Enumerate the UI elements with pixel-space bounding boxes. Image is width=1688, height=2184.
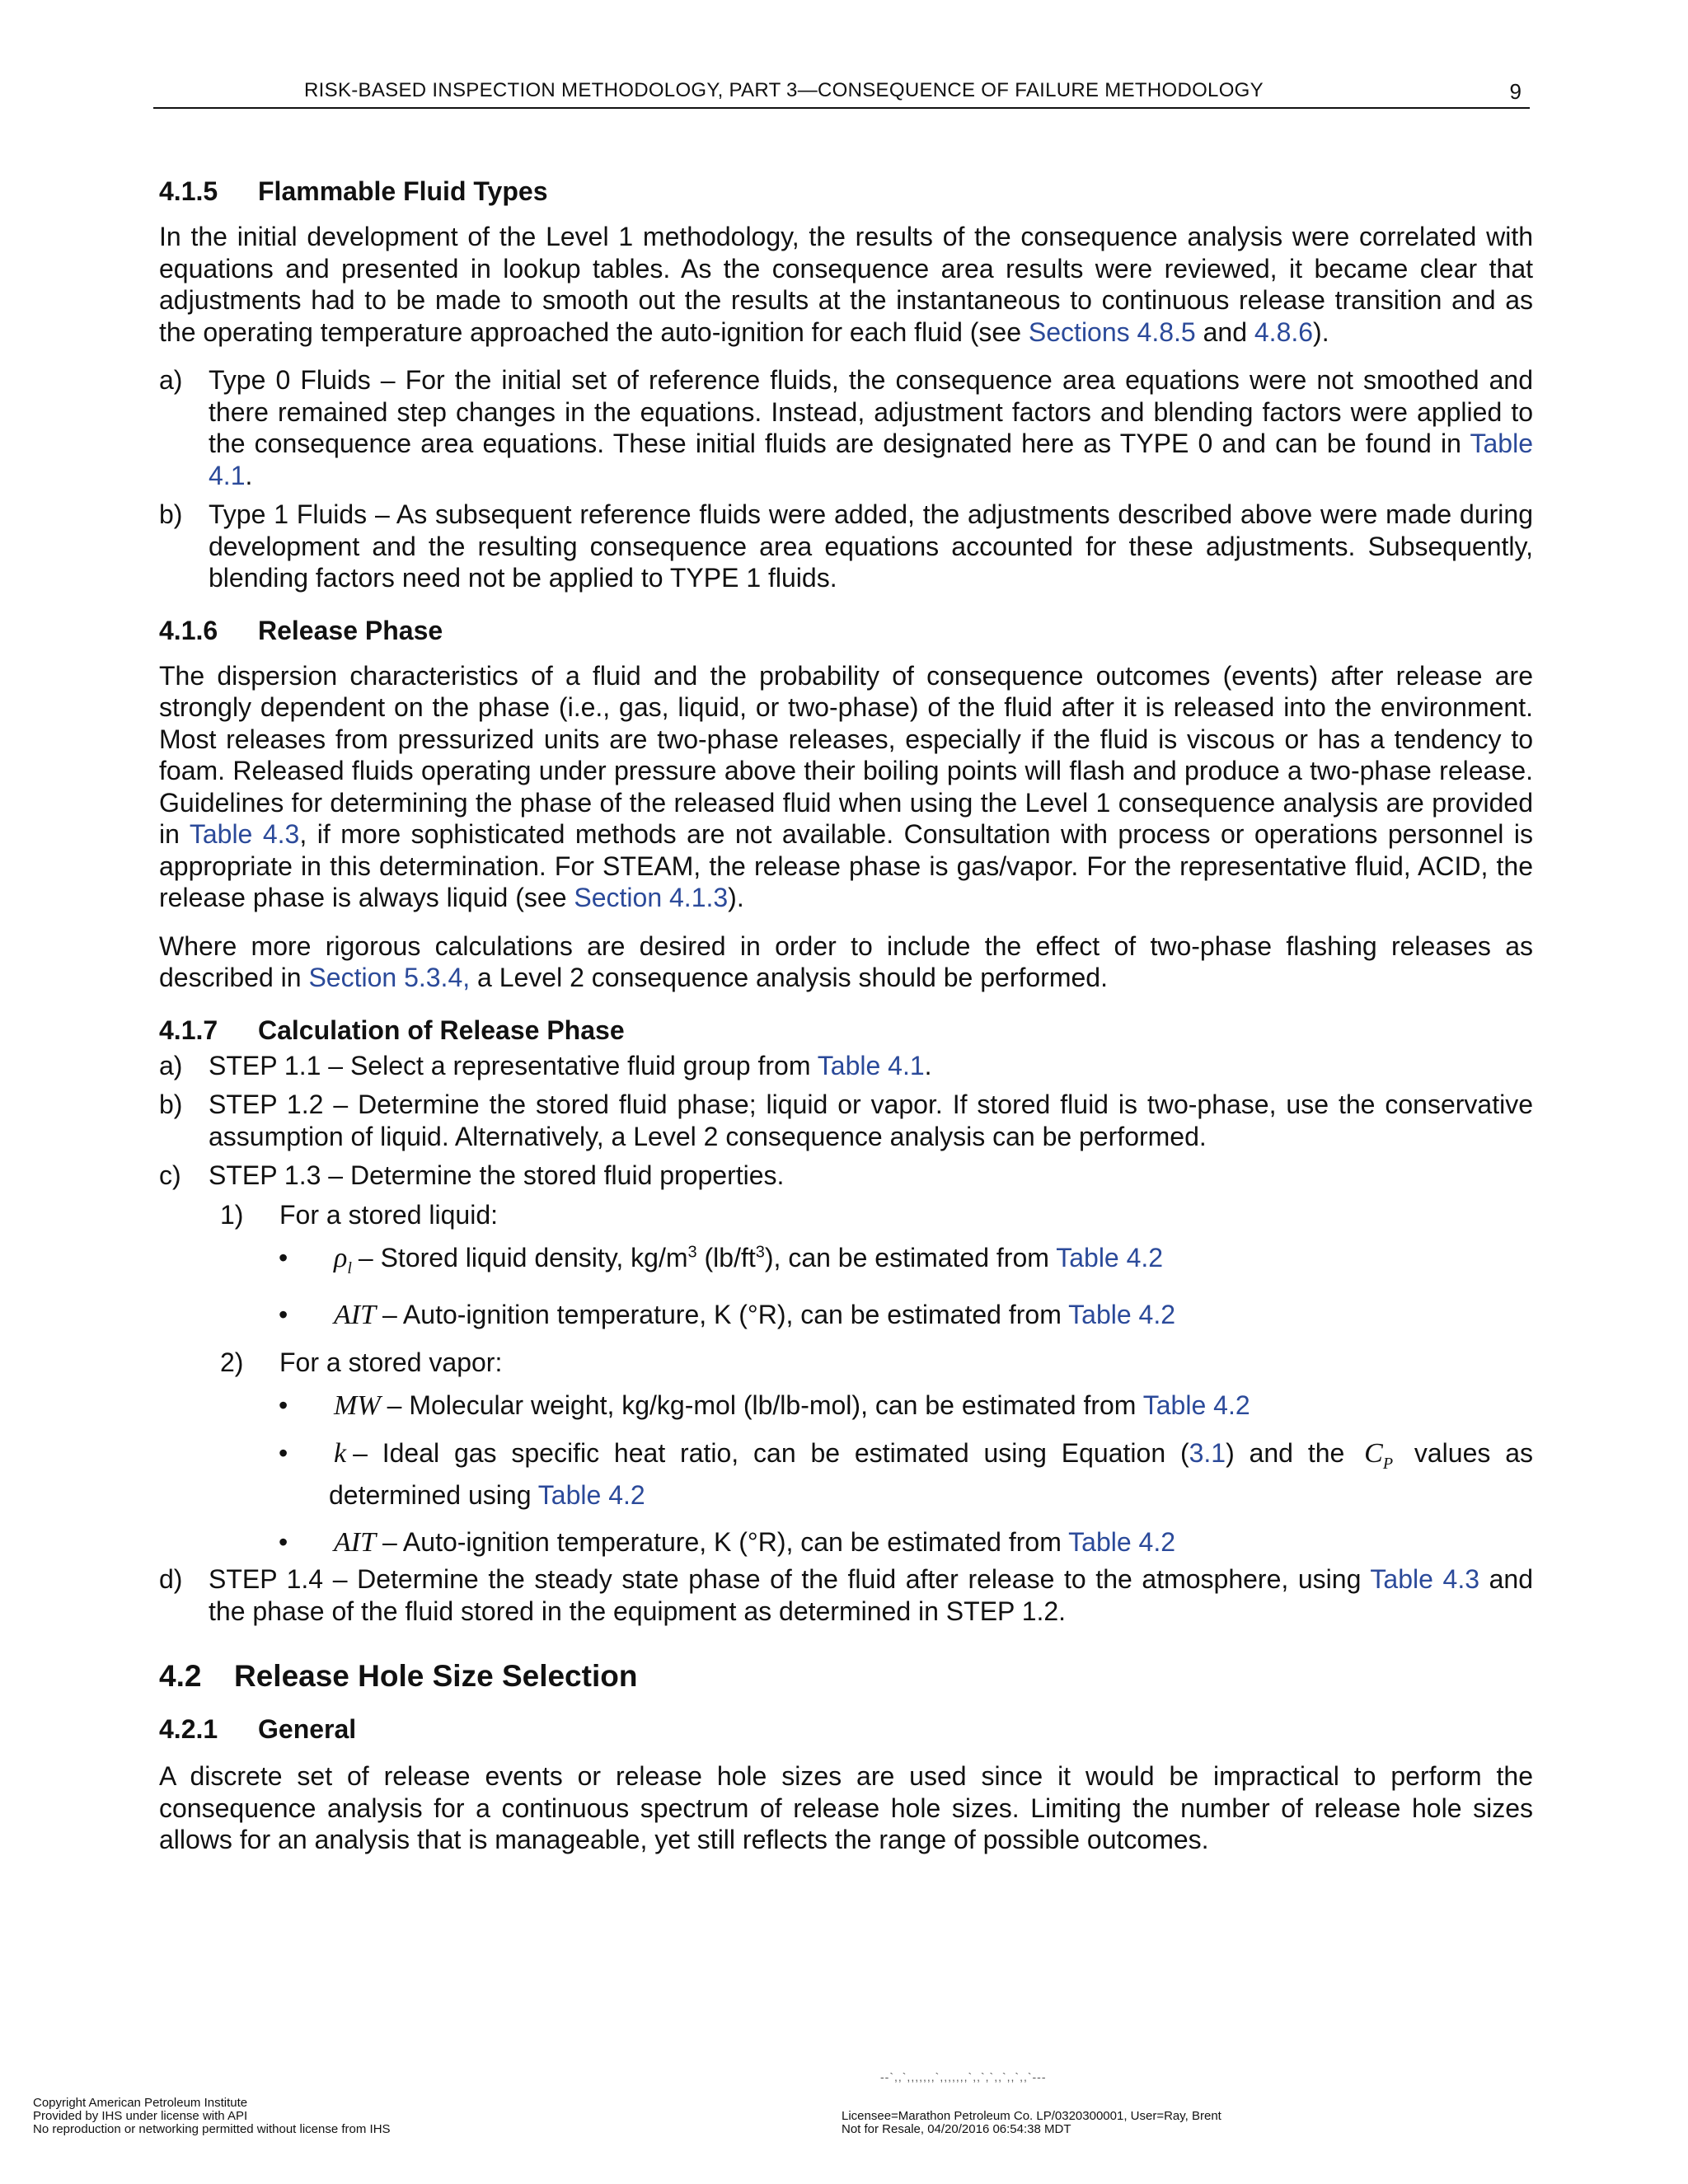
footer-line: Licensee=Marathon Petroleum Co. LP/0320300001, User=Ray, Brent — [842, 2109, 1221, 2123]
heading-title: Calculation of Release Phase — [258, 1015, 625, 1045]
heading-title: Flammable Fluid Types — [258, 176, 548, 206]
header-title: RISK-BASED INSPECTION METHODOLOGY, PART 3—CONSEQUENCE OF FAILURE METHODOLOGY — [304, 79, 1264, 101]
math-mw: MW — [334, 1390, 381, 1422]
bullet-marker: • — [279, 1300, 288, 1330]
paragraph-rigorous-calculations — [159, 930, 1533, 994]
text: , if more sophisticated methods are not available. Consultation with process or operations personnel is appropriate in this determination. For STEAM, the release phase is gas/vapor. For the representative fluid, ACID, the release phase is always liquid (see — [159, 819, 1534, 912]
math-cp — [1364, 1437, 1394, 1473]
link-table-4-3[interactable]: Table 4.3 — [189, 819, 300, 849]
link-sections-4-8-5[interactable]: Sections 4.8.5 — [1028, 316, 1196, 347]
link-equation-3-1[interactable]: 3.1 — [1189, 1437, 1226, 1468]
bullet-molecular-weight — [159, 1390, 1533, 1422]
math-subscript: P — [1382, 1454, 1394, 1473]
superscript: 3 — [755, 1243, 765, 1262]
footer-license — [842, 2110, 1221, 2136]
heading-4-1-6 — [159, 614, 1533, 647]
math-ait: AIT — [334, 1526, 376, 1558]
text: (lb/ft — [696, 1243, 756, 1272]
list-item-step-1-2 — [159, 1089, 1533, 1152]
text: ). — [1313, 316, 1329, 347]
text: . — [924, 1050, 932, 1080]
heading-title: Release Phase — [258, 615, 443, 645]
bullet-marker: • — [279, 1390, 288, 1421]
text: Type 0 Fluids – For the initial set of reference fluids, the consequence area equations were not smoothed and there remained step changes in the equations. Instead, adjustment factors and blending factors were applied to the consequence area equations. These initial fluids are designated here as TYPE 0 and can be found in — [209, 365, 1533, 458]
link-table-4-2[interactable]: Table 4.2 — [1056, 1243, 1164, 1272]
bullet-specific-heat-ratio — [159, 1437, 1533, 1511]
footer-line: Not for Resale, 04/20/2016 06:54:38 MDT — [842, 2122, 1071, 2136]
text: – Molecular weight, kg/kg-mol (lb/lb-mol), can be estimated from — [387, 1390, 1143, 1421]
sublist-stored-vapor — [159, 1347, 1533, 1379]
bullet-marker: • — [279, 1437, 288, 1468]
footer-line: Copyright American Petroleum Institute — [33, 2096, 248, 2110]
list-label: d) — [159, 1564, 183, 1595]
heading-number: 4.2.1 — [159, 1714, 218, 1745]
text: STEP 1.4 – Determine the steady state phase of the fluid after release to the atmosphere, using — [209, 1564, 1371, 1595]
link-table-4-1[interactable]: Table 4.1 — [817, 1050, 925, 1080]
link-table-4-2[interactable]: Table 4.2 — [537, 1480, 645, 1511]
text: Where more rigorous calculations are desired in order to include the effect of two-phase flashing releases as described in — [159, 930, 1533, 992]
list-item-step-1-3 — [159, 1160, 1533, 1192]
paragraph-release-phase — [159, 660, 1533, 914]
list-item-type-1 — [159, 499, 1533, 594]
text: STEP 1.3 – Determine the stored fluid properties. — [209, 1160, 785, 1190]
text: STEP 1.2 – Determine the stored fluid phase; liquid or vapor. If stored fluid is two-phase, use the conservative assumption of liquid. Alternatively, a Level 2 consequence analysis can be performed. — [209, 1090, 1533, 1151]
sublist-stored-liquid — [159, 1199, 1533, 1231]
text: ) and the — [1226, 1437, 1360, 1468]
list-item-type-0 — [159, 364, 1533, 491]
footer-line: Provided by IHS under license with API — [33, 2109, 248, 2123]
math-subscript: l — [347, 1258, 352, 1277]
list-item-step-1-1 — [159, 1050, 1533, 1082]
heading-title: General — [258, 1714, 357, 1745]
text: a Level 2 consequence analysis should be performed. — [470, 963, 1108, 992]
text: – Stored liquid density, kg/m — [358, 1243, 688, 1272]
bullet-marker: • — [279, 1243, 288, 1272]
link-table-4-2[interactable]: Table 4.2 — [1068, 1300, 1176, 1330]
list-item-step-1-4 — [159, 1563, 1533, 1627]
heading-4-2 — [159, 1658, 1533, 1694]
main-content — [159, 175, 1533, 1872]
list-label: b) — [159, 499, 183, 529]
superscript: 3 — [687, 1243, 697, 1262]
footer-line: No reproduction or networking permitted without license from IHS — [33, 2122, 391, 2136]
text: STEP 1.1 – Select a representative fluid group from — [209, 1050, 818, 1080]
heading-number: 4.2 — [159, 1659, 202, 1694]
text: and — [1195, 316, 1254, 347]
heading-4-1-7 — [159, 1014, 1533, 1047]
text: and the phase of the fluid stored in the equipment as determined in STEP 1.2. — [209, 1564, 1533, 1626]
bullet-auto-ignition-vapor — [159, 1526, 1533, 1559]
list-label: 2) — [220, 1347, 244, 1377]
text: – Ideal gas specific heat ratio, can be estimated using Equation ( — [353, 1437, 1189, 1468]
link-table-4-3[interactable]: Table 4.3 — [1370, 1564, 1479, 1595]
list-label: a) — [159, 1050, 183, 1080]
text: Type 1 Fluids – As subsequent reference fluids were added, the adjustments described above were made during development and the resulting consequence area equations accounted for these adjustments. Subsequently, blending factors need not be applied to TYPE 1 fluids. — [209, 499, 1533, 593]
math-symbol: C — [1364, 1437, 1383, 1469]
math-rho-l — [334, 1243, 352, 1277]
text: ), can be estimated from — [764, 1243, 1057, 1272]
text: values as determined using — [329, 1437, 1534, 1511]
heading-number: 4.1.6 — [159, 615, 218, 645]
text: – Auto-ignition temperature, K (°R), can be estimated from — [382, 1526, 1069, 1557]
bullet-liquid-density — [159, 1242, 1533, 1284]
text: For a stored vapor: — [279, 1347, 503, 1377]
text: ). — [728, 883, 744, 912]
math-symbol: ρ — [334, 1243, 348, 1273]
math-k: k — [334, 1437, 347, 1469]
text: – Auto-ignition temperature, K (°R), can be estimated from — [382, 1300, 1069, 1330]
link-section-4-1-3[interactable]: Section 4.1.3 — [574, 883, 729, 912]
heading-4-1-5 — [159, 175, 1533, 208]
paragraph-flammable-intro — [159, 221, 1533, 348]
link-table-4-1[interactable]: Table 4.1 — [209, 429, 1533, 490]
math-ait: AIT — [334, 1300, 376, 1331]
list-label: a) — [159, 365, 183, 395]
bullet-marker: • — [279, 1526, 288, 1557]
link-section-4-8-6[interactable]: 4.8.6 — [1254, 316, 1314, 347]
text: The dispersion characteristics of a fluid and the probability of consequence outcomes (events) after release are strongly dependent on the phase (i.e., gas, liquid, or two-phase) of the fluid after it is released into the environment. Most releases from pressurized units are two-phase releases, especially if the fluid is viscous or has a tendency to foam. Released fluids operating under pressure above their boiling points will flash and produce a two-phase release. Guidelines for determining the phase of the released fluid when using the Level 1 consequence analysis are provided in — [159, 660, 1533, 849]
link-table-4-2[interactable]: Table 4.2 — [1068, 1526, 1176, 1557]
list-label: c) — [159, 1160, 181, 1190]
page-number: 9 — [1509, 79, 1522, 104]
heading-title: Release Hole Size Selection — [234, 1659, 638, 1694]
text: . — [245, 460, 253, 490]
bullet-auto-ignition-liquid — [159, 1299, 1533, 1332]
footer-copyright — [33, 2097, 391, 2136]
text: In the initial development of the Level 1 methodology, the results of the consequence analysis were correlated with equations and presented in lookup tables. As the consequence area results were reviewed, it became clear that adjustments had to be made to smooth out the results at the instantaneous to continuous release transition and as the operating temperature approached the auto-ignition for each fluid (see — [159, 222, 1533, 347]
heading-number: 4.1.5 — [159, 176, 218, 206]
heading-4-2-1 — [159, 1713, 1533, 1746]
link-section-5-3-4[interactable]: Section 5.3.4, — [308, 963, 471, 992]
paragraph-general-hole-sizes: A discrete set of release events or release hole sizes are used since it would be impractical to perform the consequence analysis for a continuous spectrum of release hole sizes. Limiting the number of release hole sizes allows for an analysis that is manageable, yet still reflects the range of possible outcomes. — [159, 1761, 1533, 1855]
heading-number: 4.1.7 — [159, 1015, 218, 1045]
running-header — [153, 79, 1530, 109]
text: For a stored liquid: — [279, 1199, 499, 1230]
list-label: 1) — [220, 1199, 244, 1230]
list-label: b) — [159, 1090, 183, 1119]
link-table-4-2[interactable]: Table 4.2 — [1142, 1390, 1250, 1421]
watermark-dots: --`,,`,,,,,,,`,,,,,,,`,,`,`,,`,,`,,`--- — [880, 2070, 1047, 2083]
